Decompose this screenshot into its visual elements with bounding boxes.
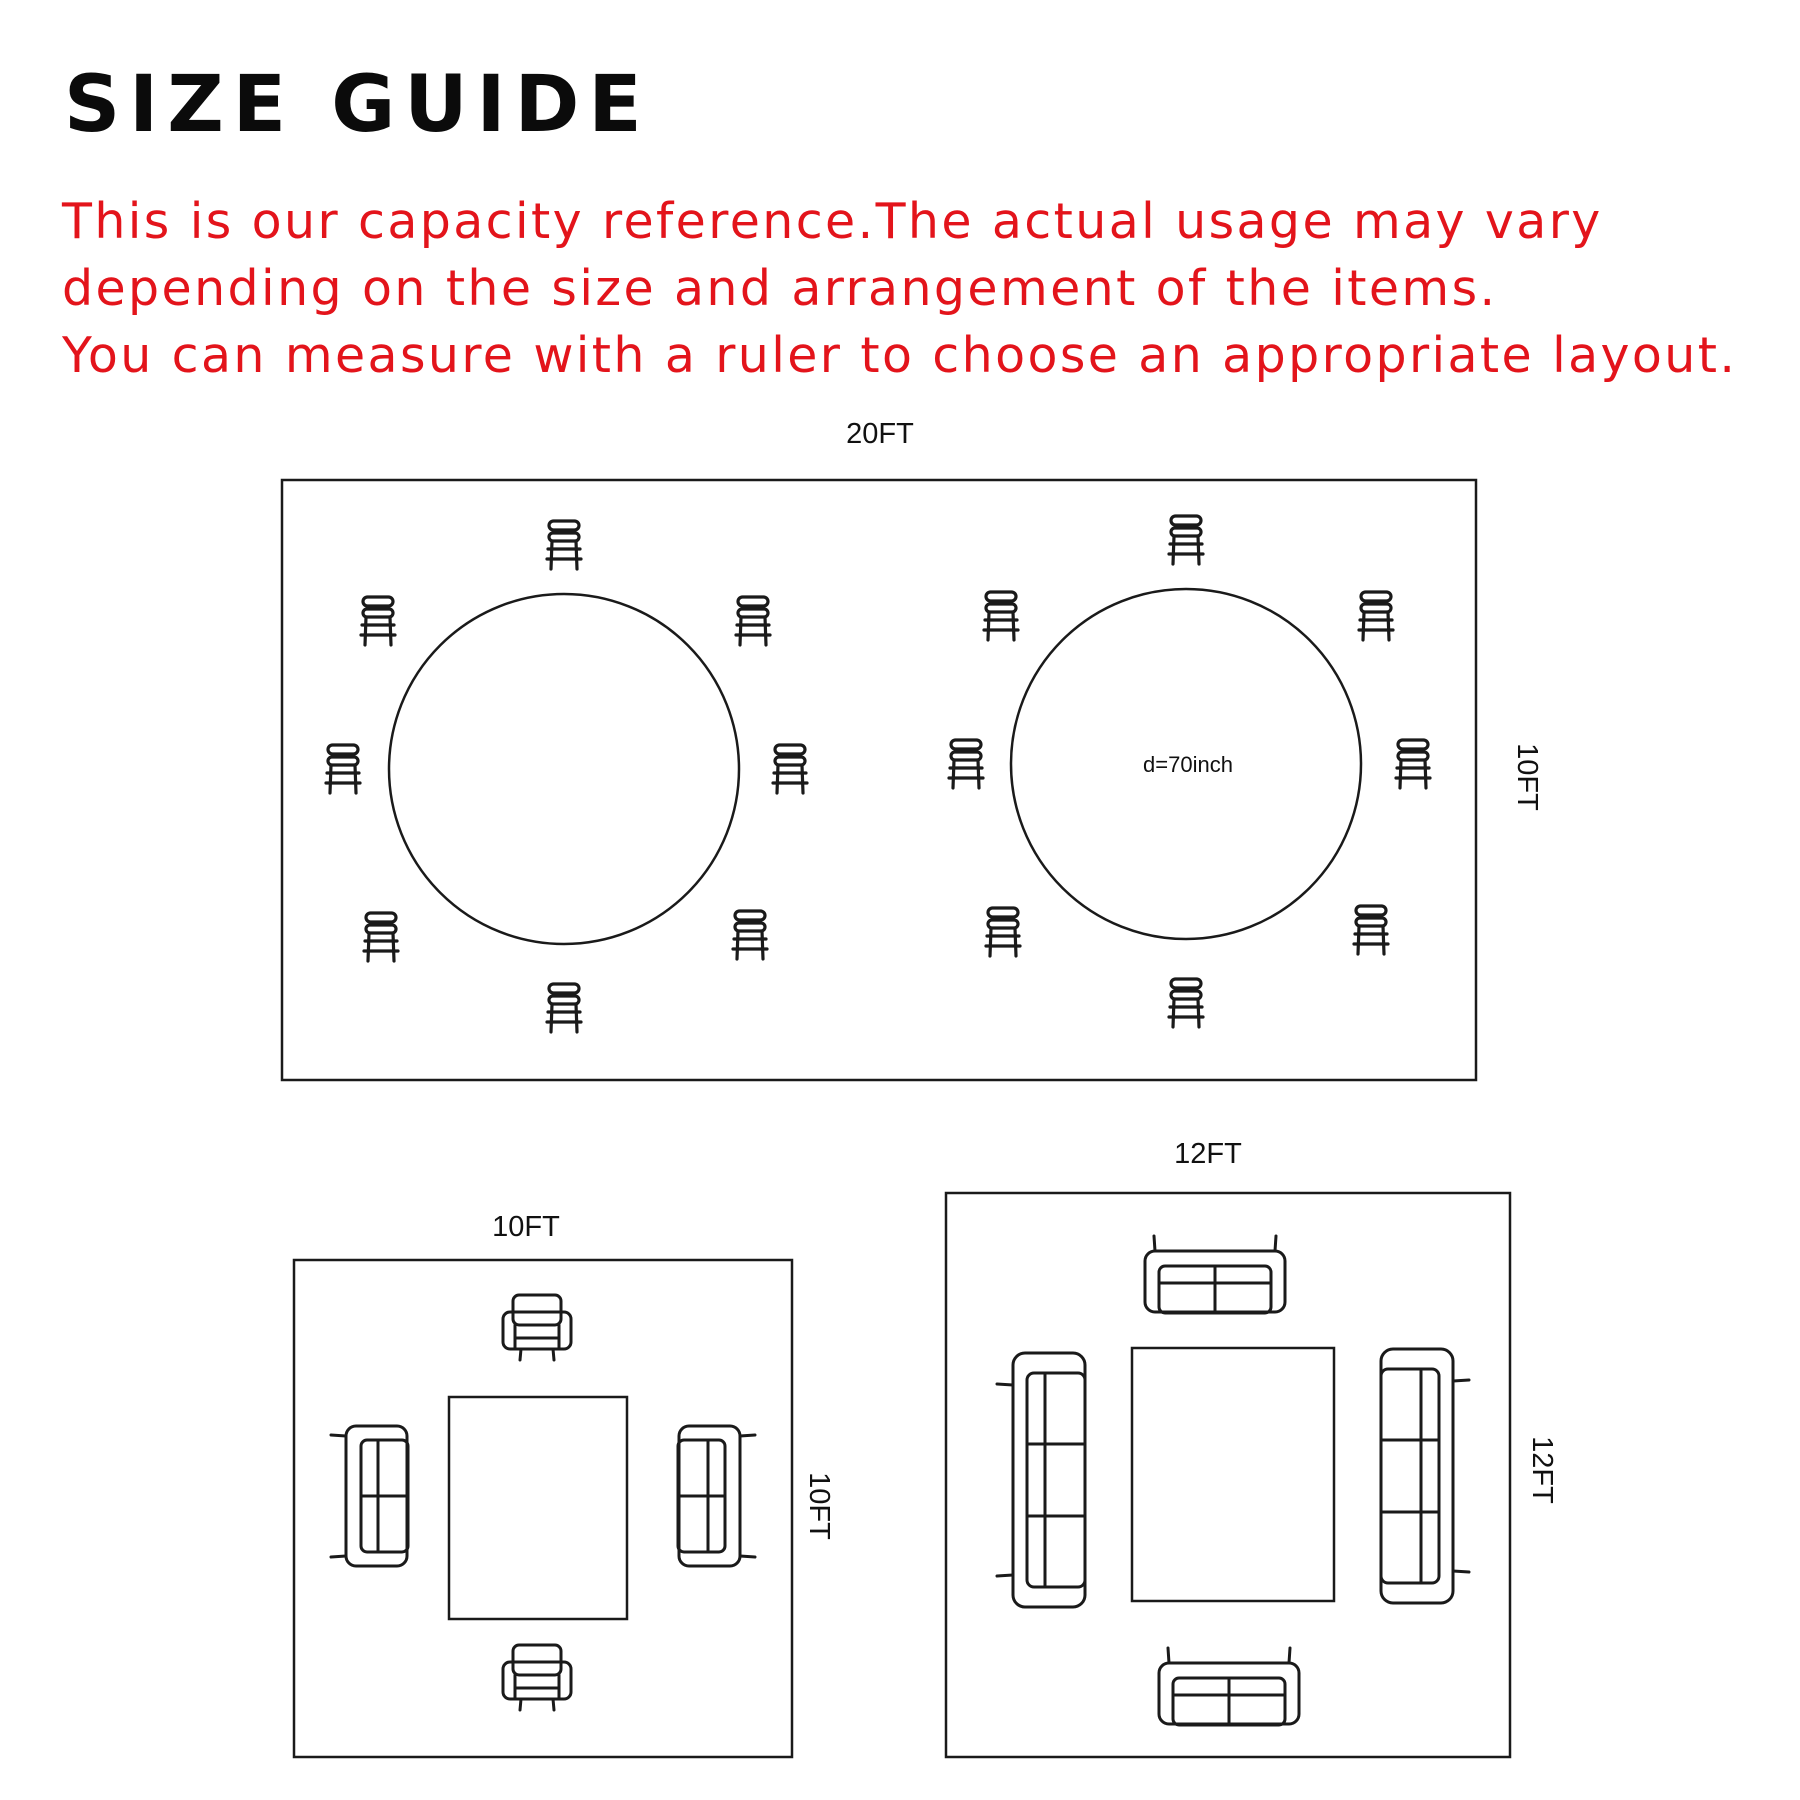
large-depth-label: 12FT	[1526, 1436, 1558, 1504]
small-depth-label: 10FT	[803, 1472, 835, 1540]
chair-icon	[984, 592, 1018, 640]
chair-icon	[949, 740, 983, 788]
large-rug	[946, 1193, 1510, 1757]
chair-icon	[361, 597, 395, 645]
sofa-icon	[997, 1353, 1085, 1607]
chair-icon	[547, 521, 581, 569]
note-line: You can measure with a ruler to choose an appropriate layout.	[62, 327, 1738, 384]
small-rug	[294, 1260, 792, 1757]
chair-icon	[1169, 979, 1203, 1027]
large-layout	[946, 1138, 1558, 1757]
coffee-table	[449, 1397, 627, 1619]
armchair-icon	[503, 1295, 571, 1360]
chair-icon	[547, 984, 581, 1032]
page-title: SIZE GUIDE	[64, 60, 651, 150]
chair-icon	[364, 913, 398, 961]
round-table-left	[389, 594, 739, 944]
chair-icon	[773, 745, 807, 793]
loveseat-icon	[1145, 1236, 1285, 1313]
dining-width-label: 20FT	[846, 418, 914, 450]
coffee-table	[1132, 1348, 1334, 1601]
dining-depth-label: 10FT	[1511, 743, 1543, 811]
dining-rug	[282, 480, 1476, 1080]
large-width-label: 12FT	[1174, 1138, 1242, 1170]
chair-icon	[1354, 906, 1388, 954]
small-width-label: 10FT	[492, 1211, 560, 1243]
chair-icon	[1396, 740, 1430, 788]
chair-icon	[733, 911, 767, 959]
chair-icon	[736, 597, 770, 645]
loveseat-icon	[1159, 1648, 1299, 1725]
loveseat-icon	[331, 1426, 408, 1566]
note-line: depending on the size and arrangement of the items.	[62, 260, 1498, 317]
small-layout	[294, 1211, 835, 1757]
chair-icon	[986, 908, 1020, 956]
chair-icon	[1359, 592, 1393, 640]
armchair-icon	[503, 1645, 571, 1710]
chair-icon	[1169, 516, 1203, 564]
table-diameter-label: d=70inch	[1143, 752, 1233, 777]
note-line: This is our capacity reference.The actual usage may vary	[62, 193, 1603, 250]
dining-layout	[282, 418, 1543, 1080]
chair-icon	[326, 745, 360, 793]
loveseat-icon	[678, 1426, 755, 1566]
sofa-icon	[1381, 1349, 1469, 1603]
